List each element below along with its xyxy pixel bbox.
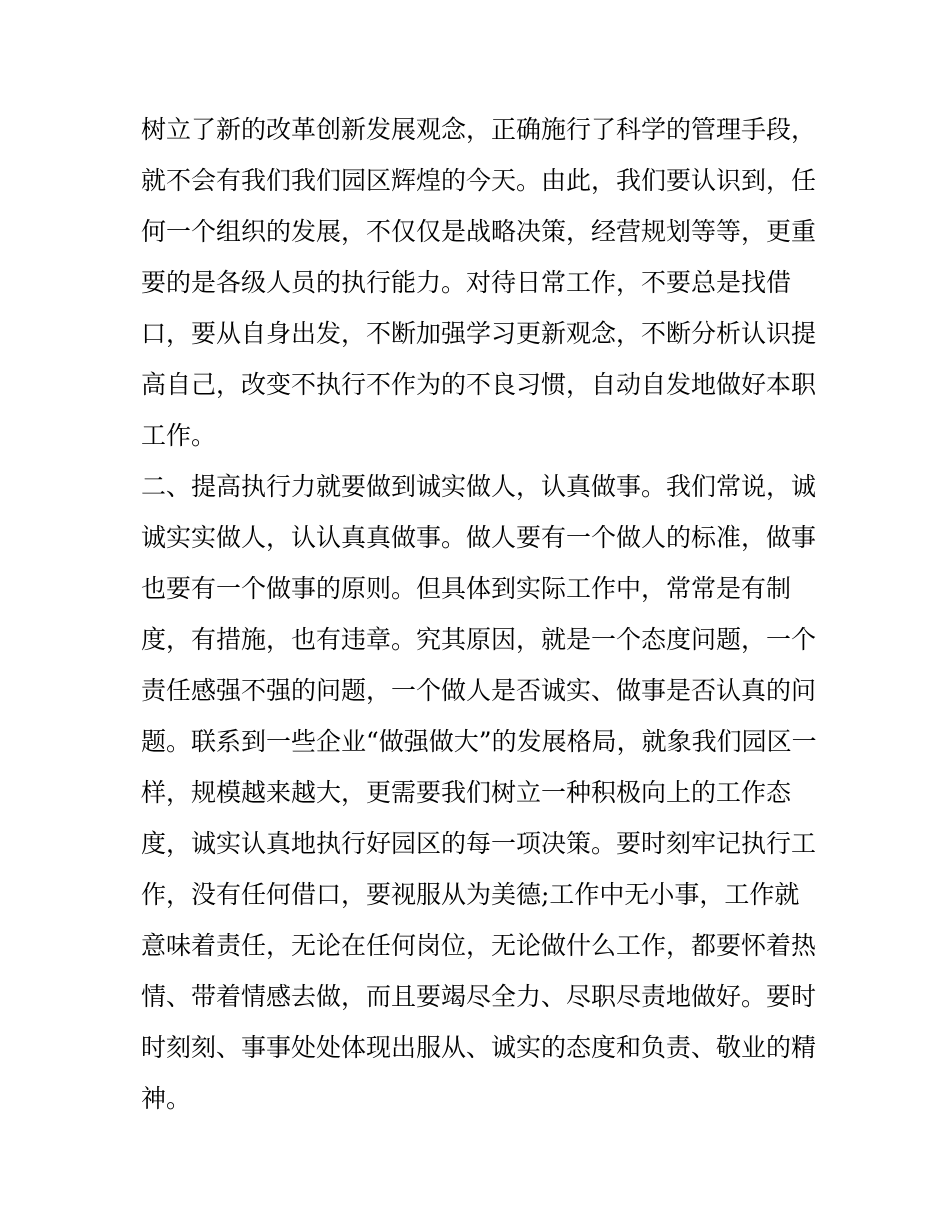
text-line: 工作。 (141, 421, 217, 450)
text-line: 何一个组织的发展，不仅仅是战略决策，经营规划等等，更重 (141, 217, 817, 246)
text-line: 诚实实做人，认认真真做事。做人要有一个做人的标准，做事 (141, 523, 817, 552)
text-line: 责任感强不强的问题，一个做人是否诚实、做事是否认真的问 (141, 676, 817, 705)
text-line: 高自己，改变不执行不作为的不良习惯，自动自发地做好本职 (141, 370, 817, 399)
text-line: 作，没有任何借口，要视服从为美德;工作中无小事，工作就 (141, 880, 800, 909)
text-line: 树立了新的改革创新发展观念，正确施行了科学的管理手段， (141, 115, 817, 144)
section-heading-line: 二、提高执行力就要做到诚实做人，认真做事。我们常说，诚 (141, 472, 817, 501)
text-line: 也要有一个做事的原则。但具体到实际工作中，常常是有制 (141, 574, 792, 603)
text-line: 度，有措施，也有违章。究其原因，就是一个态度问题，一个 (141, 625, 817, 654)
text-line: 要的是各级人员的执行能力。对待日常工作，不要总是找借 (141, 268, 792, 297)
text-line: 度，诚实认真地执行好园区的每一项决策。要时刻牢记执行工 (141, 829, 817, 858)
text-line: 题。联系到一些企业“做强做大”的发展格局，就象我们园区一 (141, 727, 817, 756)
text-line: 就不会有我们我们园区辉煌的今天。由此，我们要认识到，任 (141, 166, 817, 195)
body-text (141, 104, 821, 1124)
text-line: 时刻刻、事事处处体现出服从、诚实的态度和负责、敬业的精 (141, 1033, 817, 1062)
text-line: 意味着责任，无论在任何岗位，无论做什么工作，都要怀着热 (141, 931, 817, 960)
text-line: 口，要从自身出发，不断加强学习更新观念，不断分析认识提 (141, 319, 817, 348)
text-line: 样，规模越来越大，更需要我们树立一种积极向上的工作态 (141, 778, 792, 807)
text-line: 神。 (141, 1084, 192, 1113)
text-line: 情、带着情感去做，而且要竭尽全力、尽职尽责地做好。要时 (141, 982, 817, 1011)
